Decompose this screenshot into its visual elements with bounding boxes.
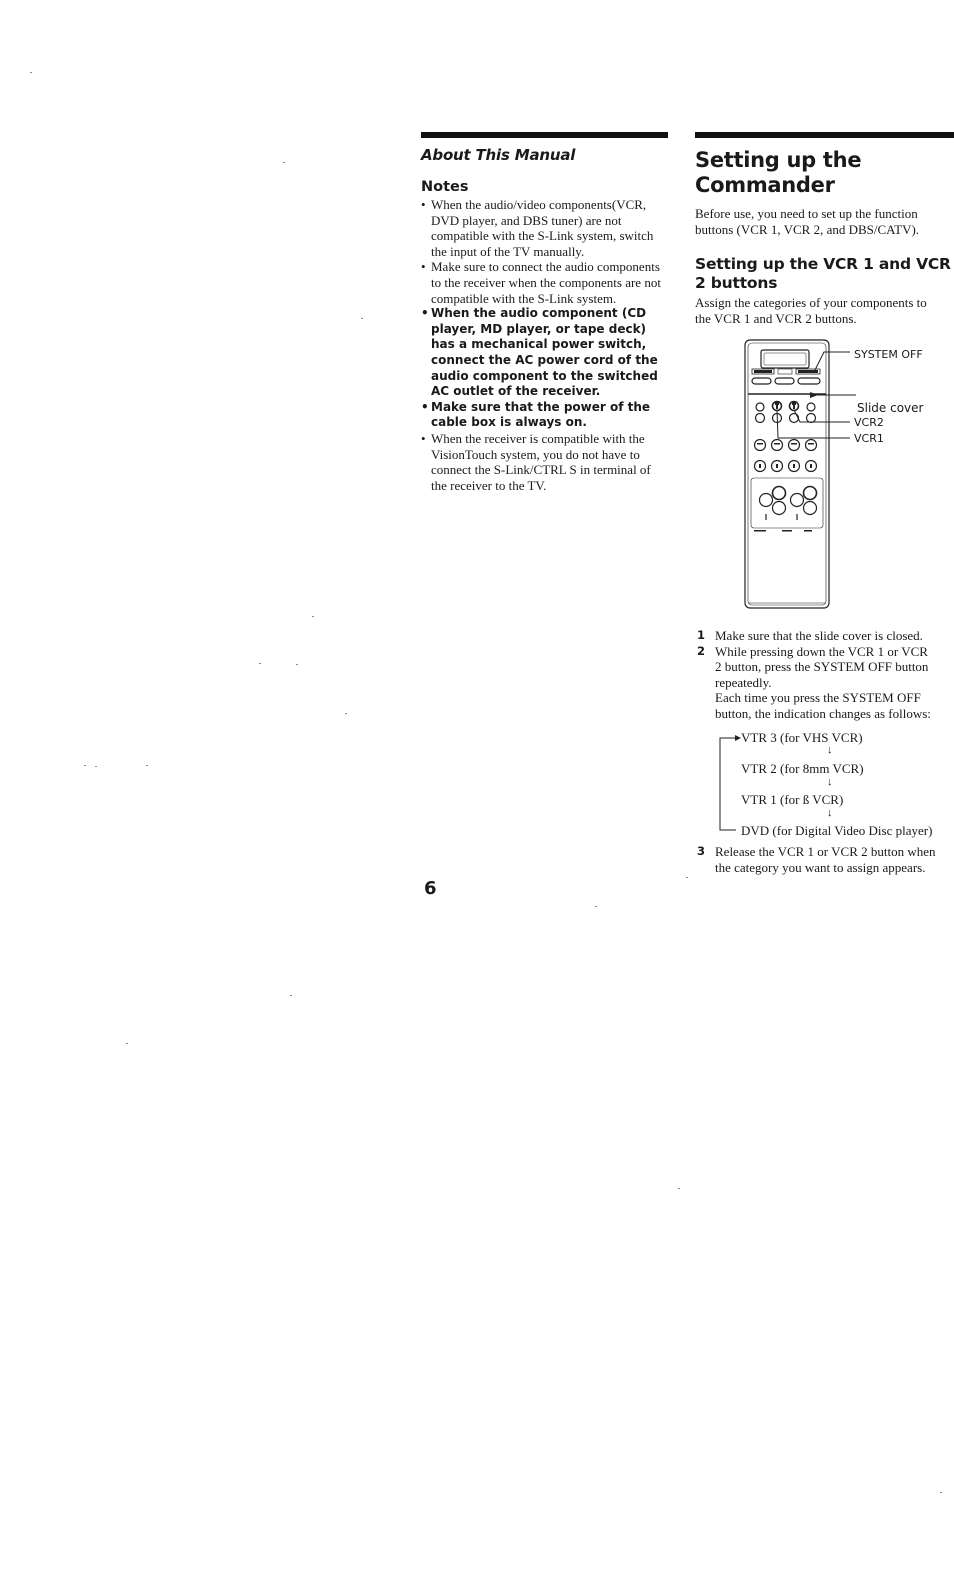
step-line: button, the indication changes as follows:: [715, 705, 931, 721]
step-line: Make sure that the slide cover is closed.: [715, 628, 923, 643]
note-item-bold: • When the audio component (CD player, MD player, or tape deck) has a mechanical power switch, connect the AC power cord of the audio component to the switched AC outlet of the receiver.: [421, 306, 669, 400]
note-item: • Make sure to connect the audio components to the receiver when the components are not compatible with the S-Link system.: [421, 259, 669, 306]
step-item: [697, 628, 954, 644]
cycle-item: VTR 3 (for VHS VCR): [741, 730, 863, 745]
cycle-item: VTR 1 (for ß VCR): [741, 792, 844, 807]
step-number: 3: [697, 844, 706, 858]
subheading: [695, 255, 954, 293]
callout-vcr1: VCR1: [854, 432, 884, 445]
arrow-down-icon: ↓: [827, 776, 833, 788]
title-rule: [695, 132, 954, 138]
subheading-line: 2 buttons: [695, 274, 778, 293]
step-item: [697, 644, 954, 722]
page-title: [695, 148, 954, 198]
callout-slide-cover: Slide cover: [857, 401, 924, 415]
step-line: repeatedly.: [715, 674, 772, 690]
callout-system-off: SYSTEM OFF: [854, 348, 923, 361]
subheading-line: Setting up the VCR 1 and VCR: [695, 255, 951, 274]
step-item: [697, 844, 954, 875]
assign-line: Assign the categories of your components to: [695, 295, 927, 311]
intro-line: buttons (VCR 1, VCR 2, and DBS/CATV).: [695, 221, 920, 237]
cycle-item: VTR 2 (for 8mm VCR): [741, 761, 864, 776]
title-line: Commander: [695, 173, 835, 197]
intro-line: Before use, you need to set up the function: [695, 206, 918, 221]
arrow-down-icon: ↓: [827, 744, 833, 756]
intro-text: [695, 206, 954, 237]
cycle-item: DVD (for Digital Video Disc player): [741, 823, 933, 838]
steps-list: [697, 628, 954, 722]
assign-text: [695, 295, 954, 326]
note-item: • When the receiver is compatible with the VisionTouch system, you do not have to connect the S-Link/CTRL S in terminal of the receiver to the TV.: [421, 431, 669, 493]
page-number: 6: [424, 878, 437, 899]
step-line: Release the VCR 1 or VCR 2 button when: [715, 844, 936, 859]
steps-list-continued: [697, 844, 954, 875]
section-label: About This Manual: [421, 146, 576, 164]
title-line: Setting up the: [695, 148, 862, 172]
note-item-bold: • Make sure that the power of the cable box is always on.: [421, 400, 669, 431]
step-line: While pressing down the VCR 1 or VCR: [715, 643, 928, 659]
notes-list: [421, 197, 669, 493]
right-column: [695, 132, 954, 326]
remote-commander-illustration: [744, 338, 954, 613]
step-number: 2: [697, 643, 706, 658]
callout-vcr2: VCR2: [854, 416, 884, 429]
step-line: the category you want to assign appears.: [715, 859, 926, 875]
note-item: • When the audio/video components(VCR, DVD player, and DBS tuner) are not compatible with the S-Link system, switch the input of the TV manually.: [421, 197, 669, 259]
category-cycle: [716, 728, 954, 838]
step-line: Each time you press the SYSTEM OFF: [715, 690, 921, 706]
left-column: [421, 132, 669, 493]
section-rule: [421, 132, 668, 138]
remote-figure: [744, 338, 954, 613]
notes-heading: Notes: [421, 179, 469, 195]
step-number: 1: [697, 628, 706, 642]
step-line: 2 button, press the SYSTEM OFF button: [715, 659, 929, 675]
assign-line: the VCR 1 and VCR 2 buttons.: [695, 310, 857, 326]
arrow-down-icon: ↓: [827, 807, 833, 819]
